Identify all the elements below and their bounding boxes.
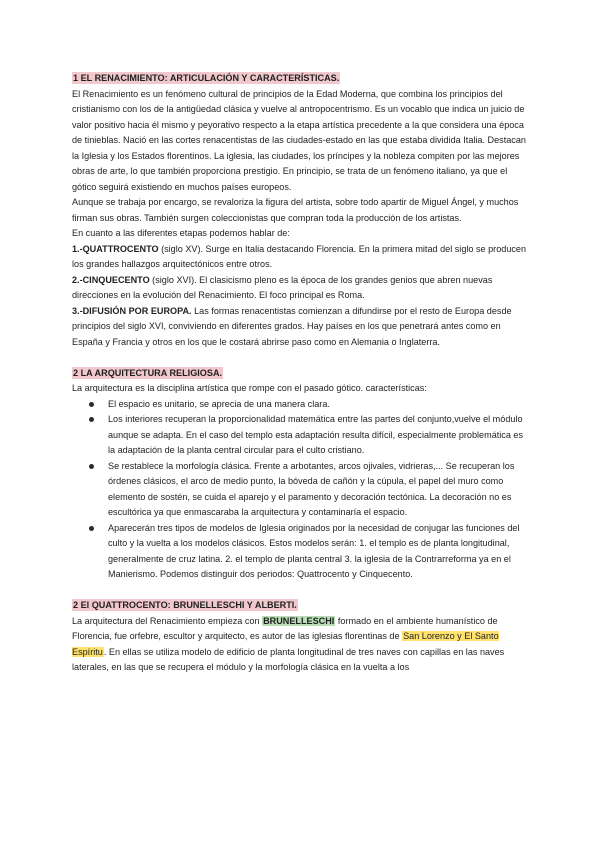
document-page [72,71,530,676]
list-item: El espacio es unitario, se aprecia de una manera clara. [72,397,530,413]
highlight-churches: San Lorenzo y El Santo Espíritu [72,631,499,657]
stage-item [72,273,530,304]
spacer [72,583,530,599]
text-run: formado en el ambiente humanístico de Florencia, fue orfebre, escultor y arquitecto, es autor de las iglesias florentinas de [72,615,498,641]
characteristics-list [72,397,530,583]
section-3-heading [72,598,530,614]
section-2-intro: La arquitectura es la disciplina artística que rompe con el pasado gótico. características: [72,383,427,393]
section-1-heading [72,71,530,87]
stage-text: (siglo XV). Surge en Italia destacando Florencia. En la primera mitad del siglo se producen los grandes hallazgos arquitectónicos entre otros. [72,243,527,269]
section-2-heading [72,366,530,382]
spacer [72,350,530,366]
section-2-heading-text: 2 LA ARQUITECTURA RELIGIOSA. [73,367,223,378]
section-1-intro: El Renacimiento es un fenómeno cultural de principios de la Edad Moderna, que combina los principios del cristianismo con los de la antigüedad clásica y vuelve al antropocentrismo. Es un vocablo que indica un juicio de valor positivo hacia él mismo y peyorativo respecto a la etapa artística precedente a la que considera una época de tinieblas. Nació en las cortes renacentistas de las ciudades-estado en las que estaba dividida Italia. Destacan la Iglesia y los Estados florentinos. La iglesia, las ciudades, los príncipes y la nobleza compiten por las mejores obras de arte, lo que también proporciona prestigio. En principio, se trata de un fenómeno italiano, ya que el gótico seguirá existiendo en muchos países europeos. [72,88,526,192]
stage-label: 2.-CINQUECENTO [72,274,150,285]
stage-label: 3.-DIFUSIÓN POR EUROPA. [72,305,192,316]
stage-item [72,304,530,351]
stage-label: 1.-QUATTROCENTO [72,243,159,254]
text-run: La arquitectura del Renacimiento empieza con [72,615,263,626]
list-item: Los interiores recuperan la proporcionalidad matemática entre las partes del conjunto,vuelve el módulo aunque se adapta. En el caso del templo esta adaptación resulta difícil, especialmente problemática es la adaptación de la planta central circular para el culto cristiano. [72,412,530,459]
section-3-heading-text: 2 El QUATTROCENTO: BRUNELLESCHI Y ALBERTI. [73,600,297,610]
list-item: Se restablece la morfología clásica. Frente a arbotantes, arcos ojivales, vidrieras,... Se recuperan los órdenes clásicos, el arco de medio punto, la bóveda de cañón y la cúpula, el papel del muro como elemento de sostén, se cuida el aparejo y el paramento y decoración tectónica. La decoración no es escultórica ya que enmascaraba la arquitectura y contaminaría el espacio. [72,459,530,521]
list-item: Aparecerán tres tipos de modelos de Iglesia originados por la necesidad de conjugar las funciones del culto y la vuelta a los modelos clásicos. Estos modelos serán: 1. el templo es de planta longitudinal, generalmente de cruz latina. 2. el templo de planta central 3. la iglesia de la Contrarreforma ya en el Manierismo. Podemos distinguir dos periodos: Quattrocento y Cinquecento. [72,521,530,583]
section-3-paragraph [72,614,530,676]
section-1-artists: Aunque se trabaja por encargo, se revaloriza la figura del artista, sobre todo apartir de Miguel Ángel, y muchos firman sus obras. También surgen coleccionistas que compran toda la producción de los artistas. [72,197,519,223]
section-1-stages-intro: En cuanto a las diferentes etapas podemos hablar de: [72,228,290,238]
highlight-brunelleschi: BRUNELLESCHI [263,615,335,626]
stage-item [72,242,530,273]
section-1-heading-text: 1 EL RENACIMIENTO: ARTICULACIÓN Y CARACTERÍSTICAS. [73,73,340,83]
text-run: . En ellas se utiliza modelo de edificio de planta longitudinal de tres naves con capillas en las naves laterales, en las que se recupera el módulo y la morfología clásica en la vuelta a los [72,646,505,672]
stage-text: (siglo XVI). El clasicismo pleno es la época de los grandes genios que abren nuevas direcciones en la evolución del Renacimiento. El foco principal es Roma. [72,274,493,300]
stage-text: Las formas renacentistas comienzan a difundirse por el resto de Europa desde principios del siglo XVI, conviviendo en diferentes grados. Hay países en los que penetrará antes como en España y Francia y otros en los que le costará abrirse paso como en Alemania o Inglaterra. [72,305,512,347]
